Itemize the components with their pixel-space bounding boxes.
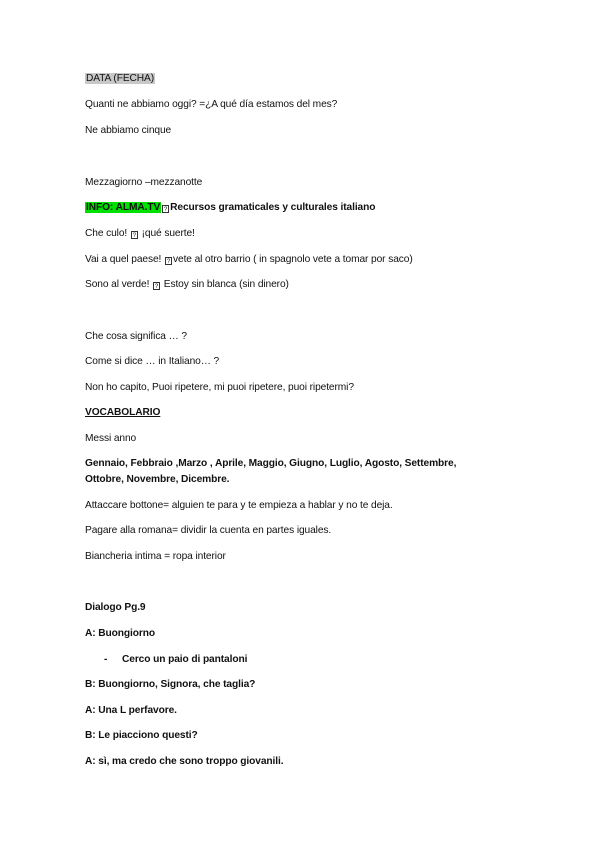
missing-glyph-icon: ? (164, 207, 168, 213)
text-line: Che culo! ? ¡qué suerte! (85, 228, 195, 239)
text-line: Vai a quel paese! ? vete al otro barrio ( in spagnolo vete a tomar por saco) (85, 254, 413, 265)
missing-glyph-icon: ? (132, 233, 136, 239)
text-line: Come si dice … in Italiano… ? (85, 356, 220, 367)
info-line (85, 201, 375, 214)
text-line: Non ho capito, Puoi ripetere, mi puoi ripetere, puoi ripetermi? (85, 382, 354, 393)
date-heading: DATA (FECHA) (86, 73, 155, 84)
text-line: Pagare alla romana= dividir la cuenta en partes iguales. (85, 525, 332, 536)
text-line: Quanti ne abbiamo oggi? =¿A qué día estamos del mes? (85, 99, 338, 110)
info-highlight: INFO: ALMA.TV (86, 202, 161, 213)
info-text: Recursos gramaticales y culturales italiano (170, 202, 376, 213)
dialog-line: A: sì, ma credo che sono troppo giovanili. (85, 756, 284, 767)
dialog-line: B: Buongiorno, Signora, che taglia? (85, 679, 256, 690)
missing-glyph-icon: ? (154, 284, 159, 290)
text-line: Che cosa significa … ? (85, 331, 187, 342)
text-line: Sono al verde! ? Estoy sin blanca (sin dinero) (85, 279, 289, 290)
dialog-line: B: Le piacciono questi? (85, 730, 198, 741)
dialog-line: A: Buongiorno (85, 628, 155, 639)
text-line: Attaccare bottone= alguien te para y te empieza a hablar y no te deja. (85, 500, 393, 511)
months-list: Gennaio, Febbraio ,Marzo , Aprile, Maggio, Giugno, Luglio, Agosto, Settembre, Ottobre, Novembre, Dicembre. (85, 458, 457, 485)
dialog-line: - Cerco un paio di pantaloni (104, 654, 248, 665)
dialog-line: A: Una L perfavore. (85, 705, 177, 716)
dialog-heading: Dialogo Pg.9 (85, 602, 146, 613)
text-line: Biancheria intima = ropa interior (85, 551, 226, 562)
text-line: Messi anno (85, 433, 137, 444)
vocab-heading: VOCABOLARIO (85, 407, 161, 418)
missing-glyph-icon: ? (166, 259, 171, 265)
text-line: Mezzagiorno –mezzanotte (85, 177, 203, 188)
text-line: Ne abbiamo cinque (85, 125, 172, 136)
